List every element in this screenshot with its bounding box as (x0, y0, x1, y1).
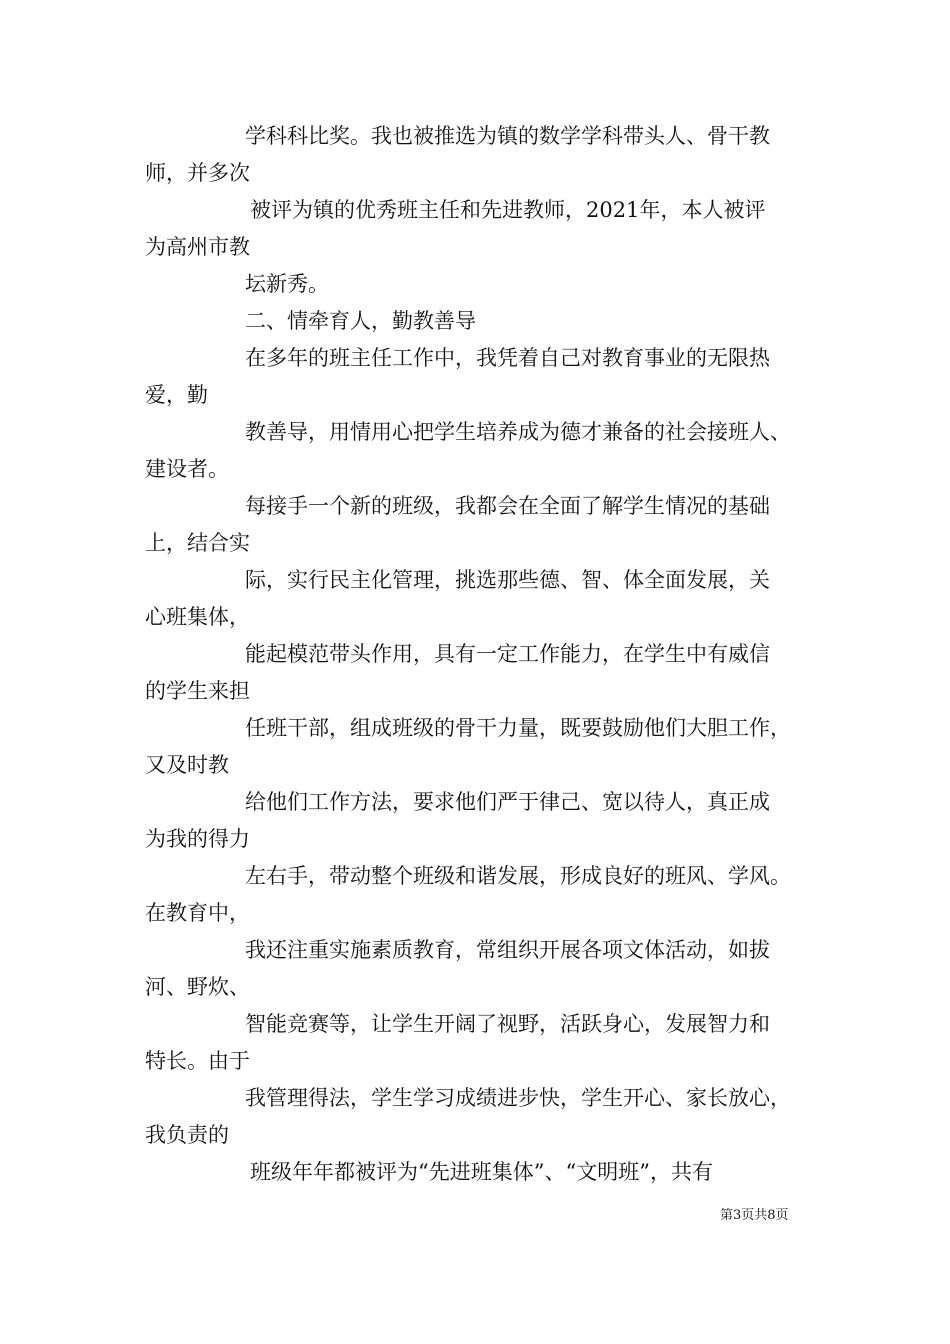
page-number: 第3页共8页 (720, 1208, 789, 1223)
text-line: 我管理得法，学生学习成绩进步快，学生开心、家长放心， (245, 1086, 791, 1110)
text-line: 的学生来担 (145, 679, 250, 703)
text-line: 能起模范带头作用，具有一定工作能力，在学生中有威信 (245, 642, 770, 666)
text-line: 教善导，用情用心把学生培养成为德才兼备的社会接班人、 (245, 420, 791, 444)
text-line: 被评为镇的优秀班主任和先进教师，2021年，本人被评 (250, 198, 766, 222)
text-line: 爱，勤 (145, 383, 208, 407)
text-line: 学科科比奖。我也被推选为镇的数学学科带头人、骨干教 (245, 124, 770, 148)
text-line: 左右手，带动整个班级和谐发展，形成良好的班风、学风。 (245, 864, 791, 888)
text-line: 每接手一个新的班级，我都会在全面了解学生情况的基础 (245, 494, 770, 518)
text-line: 我负责的 (145, 1123, 229, 1147)
text-line: 智能竞赛等，让学生开阔了视野，活跃身心，发展智力和 (245, 1012, 770, 1036)
text-line: 特长。由于 (145, 1049, 250, 1073)
text-line: 坛新秀。 (245, 272, 329, 296)
text-line: 在多年的班主任工作中，我凭着自己对教育事业的无限热 (245, 346, 770, 370)
text-line: 为高州市教 (145, 235, 250, 259)
text-line: 际，实行民主化管理，挑选那些德、智、体全面发展，关 (245, 568, 770, 592)
text-line: 班级年年都被评为“先进班集体”、“文明班”，共有 (250, 1160, 713, 1184)
text-line: 心班集体， (145, 605, 250, 629)
text-line: 河、野炊、 (145, 975, 250, 999)
text-line: 给他们工作方法，要求他们严于律己、宽以待人，真正成 (245, 790, 770, 814)
text-line: 又及时教 (145, 753, 229, 777)
text-line: 建设者。 (145, 457, 229, 481)
text-line: 为我的得力 (145, 827, 250, 851)
text-line: 我还注重实施素质教育，常组织开展各项文体活动，如拔 (245, 938, 770, 962)
text-line: 师，并多次 (145, 161, 250, 185)
text-line: 在教育中， (145, 901, 250, 925)
text-line: 二、情牵育人，勤教善导 (245, 309, 476, 333)
text-line: 上，结合实 (145, 531, 250, 555)
body-text (145, 118, 815, 1191)
text-line: 任班干部，组成班级的骨干力量，既要鼓励他们大胆工作， (245, 716, 791, 740)
